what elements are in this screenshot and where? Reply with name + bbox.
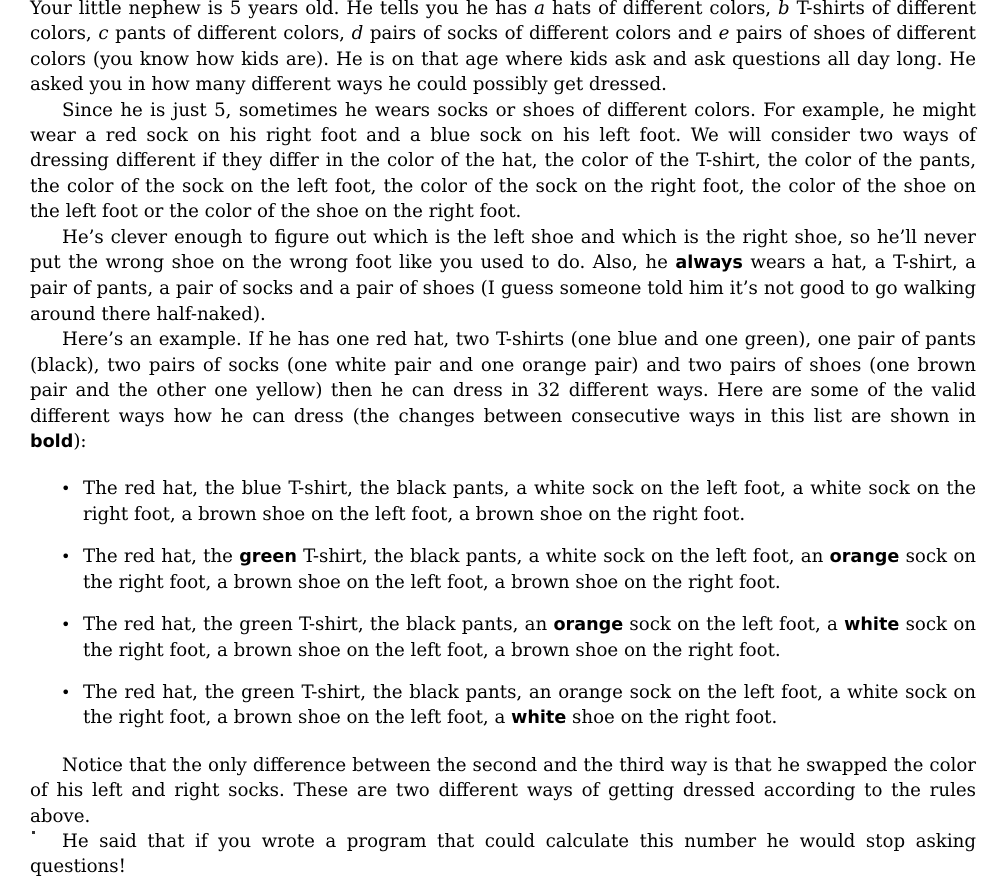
- intro-text-4: pants of different colors,: [108, 23, 352, 45]
- bold-change: white: [511, 708, 567, 729]
- way-text: T-shirt, the black pants, a white sock on the left foot, an: [296, 545, 830, 567]
- intro-text-1: Your little nephew is 5 years old. He tells you he has: [30, 0, 535, 19]
- list-item: [30, 612, 976, 664]
- bold-change: orange: [553, 614, 624, 635]
- variable-a: a: [534, 0, 545, 19]
- clever-text-2: wears a hat, a T-shirt, a pair of pants, a pair of socks and a pair of shoes (I guess someone told him it’s not good to go walking around there half-naked).: [30, 252, 976, 325]
- clever-text-1: He’s clever enough to figure out which is the left shoe and which is the right shoe, so he’ll never put the wrong shoe on the wrong foot like you used to do. Also, he: [30, 226, 976, 274]
- way-text: The red hat, the green T-shirt, the black pants, an: [83, 613, 554, 635]
- example-text-2: ):: [73, 430, 87, 452]
- example-paragraph: [30, 327, 976, 455]
- problem-statement: [30, 0, 976, 880]
- way-text: sock on the right foot, a brown shoe on the left foot, a brown shoe on the right foot.: [83, 613, 977, 662]
- intro-text-3: T-shirts of different colors,: [30, 0, 977, 45]
- bold-change: orange: [829, 546, 900, 567]
- intro-paragraph: [30, 0, 976, 98]
- list-item: [30, 476, 976, 527]
- bold-change: green: [239, 546, 297, 567]
- rules-paragraph: Since he is just 5, sometimes he wears socks or shoes of different colors. For example, he might wear a red sock on his right foot and a blue sock on his left foot. We will consider two ways of dressing different if they differ in the color of the hat, the color of the T-shirt, the color of the pants, the color of the sock on the left foot, the color of the sock on the right foot, the color of the shoe on the left foot or the color of the shoe on the right foot.: [30, 99, 976, 223]
- page-mark: [32, 831, 35, 834]
- way-text: The red hat, the green T-shirt, the black pants, an orange sock on the left foot, a white sock on the right foot, a brown shoe on the left foot, a: [83, 681, 976, 729]
- intro-text-6: pairs of shoes of different colors (you know how kids are). He is on that age where kids ask and ask questions all day long. He asked you in how many different ways he could possibly get dressed.: [30, 23, 976, 96]
- variable-c: c: [98, 23, 109, 45]
- bullet-icon: •: [61, 682, 71, 702]
- variable-d: d: [351, 23, 364, 45]
- intro-text-5: pairs of socks of different colors and: [363, 23, 719, 45]
- notice-paragraph: Notice that the only difference between the second and the third way is that he swapped the color of his left and right socks. These are two different ways of getting dressed according to the rules above.: [30, 754, 976, 827]
- bold-change: white: [844, 614, 900, 635]
- variable-e: e: [718, 23, 730, 45]
- bold-always: always: [675, 253, 743, 274]
- variable-b: b: [778, 0, 790, 19]
- way-text: sock on the right foot, a brown shoe on the left foot, a brown shoe on the right foot.: [83, 545, 976, 593]
- way-text: The red hat, the blue T-shirt, the black pants, a white sock on the left foot, a white sock on the right foot, a brown shoe on the left foot, a brown shoe on the right foot.: [83, 478, 976, 525]
- bullet-icon: •: [61, 479, 71, 499]
- bold-word: bold: [30, 431, 74, 452]
- way-text: sock on the left foot, a: [623, 613, 845, 635]
- intro-text-2: hats of different colors,: [544, 0, 779, 19]
- way-text: shoe on the right foot.: [566, 707, 778, 729]
- way-text: The red hat, the: [83, 545, 240, 567]
- list-item: [30, 680, 976, 732]
- dressing-ways-list: [30, 476, 976, 731]
- bullet-icon: •: [61, 546, 71, 566]
- bullet-icon: •: [61, 614, 71, 634]
- clever-paragraph: [30, 225, 976, 328]
- list-item: [30, 544, 976, 596]
- example-text-1: Here’s an example. If he has one red hat, two T-shirts (one blue and one green), one pair of pants (black), two pairs of socks (one white pair and one orange pair) and two pairs of shoes (one brown pair and the other one yellow) then he can dress in 32 different ways. Here are some of the valid different ways how he can dress (the changes between consecutive ways in this list are shown in: [30, 329, 976, 427]
- closing-paragraph: He said that if you wrote a program that could calculate this number he would stop asking questions!: [30, 830, 976, 878]
